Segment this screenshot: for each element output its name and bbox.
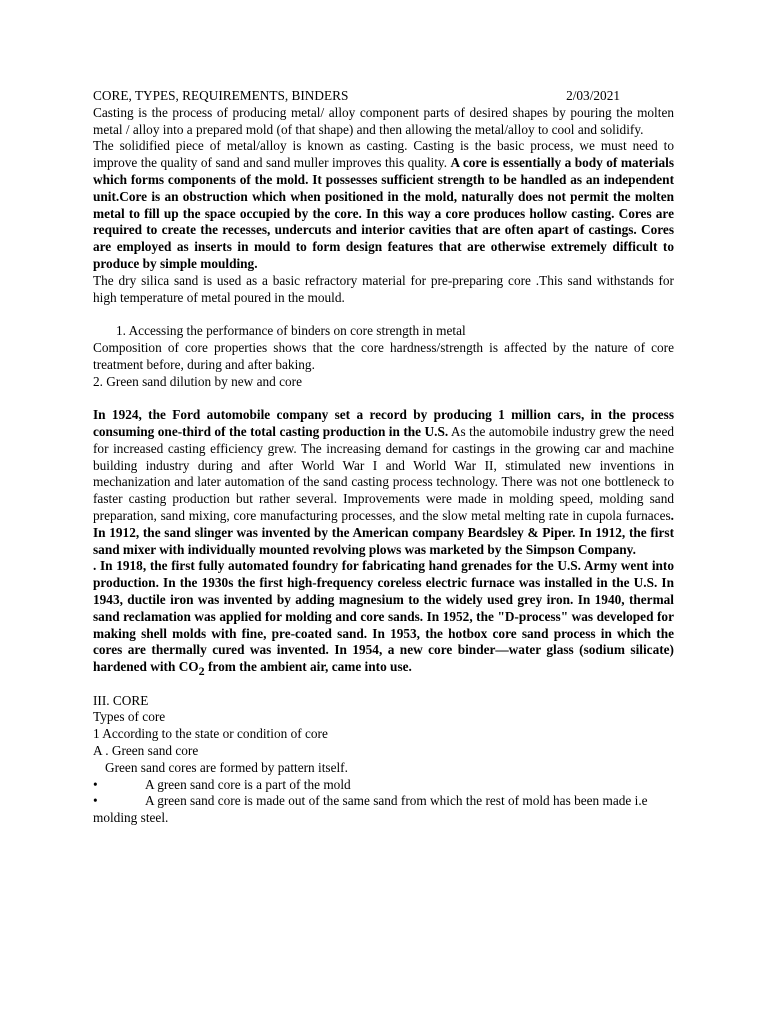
spacer [93, 306, 674, 323]
green-sand-core-heading: A . Green sand core [93, 743, 199, 759]
history-timeline-text: . In 1918, the first fully automated foundry for fabricating hand grenades for the U.S. Army went into production. In the 1930s the first high-frequency coreless electric furnace was installed in the U.S. In 1943, ductile iron was invented by adding magnesium to the widely used grey iron. In 1940, thermal sand reclamation was applied for molding and core sands. In 1952, the "D-process" was developed for making shell molds with fine, pre-coated sand. In 1953, the hotbox core sand process in which the cores are thermally cured was invented. In 1954, a new core binder—water glass (sodium silicate) hardened with CO [93, 558, 674, 675]
co2-subscript: 2 [198, 664, 205, 679]
bullet-item-2 [93, 793, 674, 810]
core-definition: A core is essentially a body of materials which forms components of the mold. It possesses sufficient strength to be handled as an independent unit.Core is an obstruction which when positioned in the mold, naturally does not permit the molten metal to fill up the space occupied by the core. In this way a core produces hollow casting. Cores are required to create the recesses, undercuts and interior cavities that are often apart of castings. Cores are employed as inserts in mould to form design features that are otherwise extremely difficult to produce by simple moulding. [93, 155, 674, 271]
history-sand-slinger: . In 1912, the sand slinger was invented by the American company Beardsley & Piper. In 1912, the first sand mixer with individually mounted revolving plows was marketed by the Simpson Company. [93, 507, 674, 557]
molding-steel-line: molding steel. [93, 810, 169, 826]
bullet-item-2-text: A green sand core is made out of the same sand from which the rest of mold has been made i.e [145, 793, 648, 809]
history-paragraph-1 [93, 407, 674, 558]
history-text: As the automobile industry grew the need for increased casting efficiency grew. The increasing demand for castings in the growing car and machine building industry during and after World War I and World War II, stimulated new inventions in mechanization and later automation of the sand casting process technology. There was not one bottleneck to faster casting production but rather several. Improvements were made in molding speed, molding sand preparation, sand mixing, core manufacturing processes, and the slow metal melting rate in cupola furnaces [93, 423, 674, 523]
history-timeline-end: from the ambient air, came into use. [204, 659, 412, 675]
intro-paragraph-3: The dry silica sand is used as a basic refractory material for pre-preparing core .This sand withstands for high temperature of metal poured in the mould. [93, 272, 674, 305]
types-of-core: Types of core [93, 709, 166, 725]
document-page [93, 88, 674, 827]
bullet-item-1 [93, 777, 674, 794]
history-paragraph-2 [93, 558, 674, 679]
spacer [93, 676, 674, 693]
green-sand-core-desc: Green sand cores are formed by pattern itself. [105, 759, 348, 775]
bullet-icon: • [93, 793, 98, 809]
intro-paragraph-1: Casting is the process of producing metal/ alloy component parts of desired shapes by pouring the molten metal / alloy into a prepared mold (of that shape) and then allowing the metal/alloy to cool and solidify. [93, 104, 674, 137]
intro-paragraph-2 [93, 138, 674, 272]
list-item-2: 2. Green sand dilution by new and core [93, 373, 302, 389]
intro-paragraph-2-text: The solidified piece of metal/alloy is known as casting. Casting is the basic process, we must need to improve the quality of sand and sand muller improves this quality. [93, 138, 674, 171]
bullet-icon: • [93, 776, 98, 792]
list-item-1: 1. Accessing the performance of binders on core strength in metal [116, 323, 466, 339]
spacer [93, 390, 674, 407]
core-heading: III. CORE [93, 692, 149, 708]
history-foundry-timeline [93, 558, 674, 679]
document-title: CORE, TYPES, REQUIREMENTS, BINDERS [93, 88, 349, 103]
bullet-item-1-text: A green sand core is a part of the mold [145, 776, 351, 792]
document-header [93, 88, 674, 105]
document-date: 2/03/2021 [566, 88, 620, 103]
history-ford-record: In 1924, the Ford automobile company set a record by producing 1 million cars, in the process consuming one-third of the total casting production in the U.S. [93, 407, 674, 439]
core-condition: 1 According to the state or condition of core [93, 726, 328, 742]
list-item-1-text: Composition of core properties shows that the core hardness/strength is affected by the nature of core treatment before, during and after baking. [93, 339, 674, 372]
